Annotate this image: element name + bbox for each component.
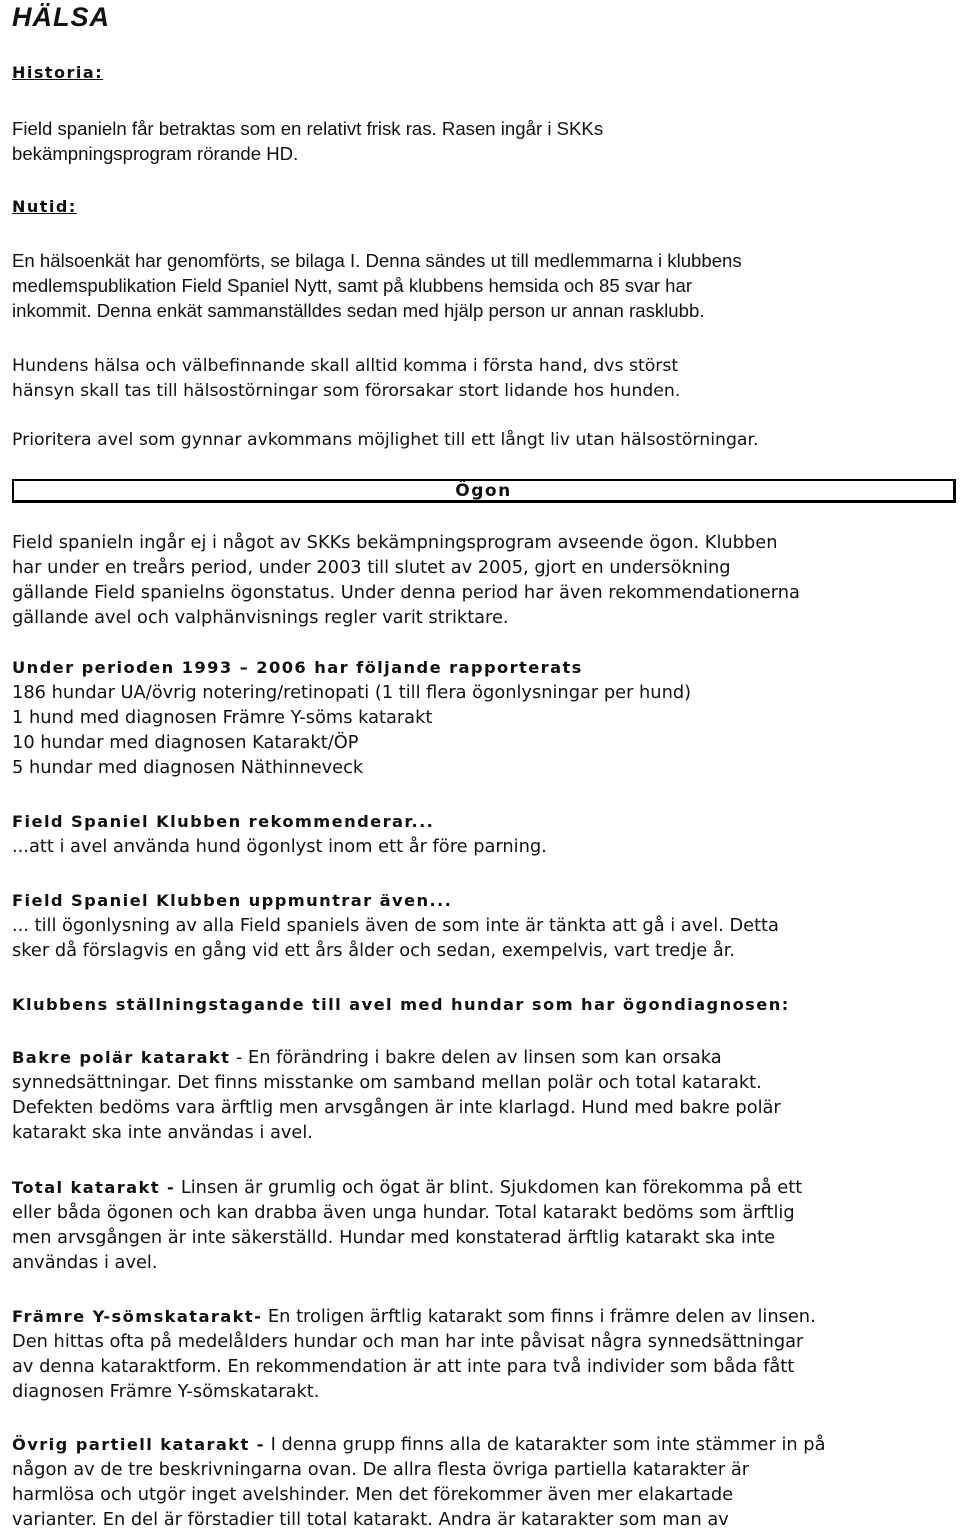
- ovrig-partiell-line: harmlösa och utgör inget avelshinder. Men det förekommer även mer elakartade: [12, 1484, 734, 1505]
- rekommenderar-line: ...att i avel använda hund ögonlyst inom ett år före parning.: [12, 836, 547, 857]
- halsa-line: hänsyn skall tas till hälsostörningar som förorsakar stort lidande hos hunden.: [12, 381, 681, 401]
- ogon-intro-paragraph: [12, 530, 952, 630]
- framre-y-som-term: Främre Y-sömskatarakt-: [12, 1307, 263, 1326]
- framre-y-som-first: En troligen ärftlig katarakt som finns i främre delen av linsen.: [262, 1306, 816, 1327]
- ogon-intro-line: gällande avel och valphänvisnings regler varit striktare.: [12, 607, 509, 628]
- ogon-intro-line: har under en treårs period, under 2003 till slutet av 2005, gjort en undersökning: [12, 557, 731, 578]
- ogon-intro-line: gällande Field spanielns ögonstatus. Under denna period har även rekommendationerna: [12, 582, 800, 603]
- total-katarakt-first: Linsen är grumlig och ögat är blint. Sjukdomen kan förekomma på ett: [175, 1177, 803, 1198]
- bakre-polar-line: Defekten bedöms vara ärftlig men arvsgången är inte klarlagd. Hund med bakre polär: [12, 1097, 781, 1118]
- ogon-section-title: Ögon: [455, 481, 512, 501]
- bakre-polar-first: - En förändring i bakre delen av linsen som kan orsaka: [230, 1047, 722, 1068]
- total-katarakt-line: användas i avel.: [12, 1252, 158, 1273]
- halsa-line: Hundens hälsa och välbefinnande skall alltid komma i första hand, dvs störst: [12, 356, 679, 376]
- nutid-line: medlemspublikation Field Spaniel Nytt, samt på klubbens hemsida och 85 svar har: [12, 275, 693, 296]
- total-katarakt-term: Total katarakt -: [12, 1178, 176, 1197]
- prioritera-paragraph: Prioritera avel som gynnar avkommans möjlighet till ett långt liv utan hälsostörningar.: [12, 430, 759, 450]
- nutid-line: inkommit. Denna enkät sammanställdes sedan med hjälp person ur annan rasklubb.: [12, 300, 705, 321]
- total-katarakt-line: eller båda ögonen och kan drabba även unga hundar. Total katarakt bedöms som ärftlig: [12, 1202, 795, 1223]
- rekommenderar-paragraph: [12, 809, 952, 859]
- total-katarakt-paragraph: [12, 1175, 952, 1275]
- period-line: 5 hundar med diagnosen Näthinneveck: [12, 757, 364, 778]
- halsa-paragraph: [12, 354, 952, 404]
- ogon-section-header: [12, 479, 956, 503]
- rekommenderar-heading: Field Spaniel Klubben rekommenderar...: [12, 812, 435, 831]
- uppmuntrar-line: sker då förslagvis en gång vid ett års ålder och sedan, exempelvis, vart tredje år.: [12, 940, 736, 961]
- ovrig-partiell-line: varianter. En del är förstadier till total katarakt. Andra är katarakter som man av: [12, 1509, 729, 1530]
- ovrig-partiell-line: någon av de tre beskrivningarna ovan. De allra flesta övriga partiella katarakter är: [12, 1459, 750, 1480]
- framre-y-som-line: av denna kataraktform. En rekommendation är att inte para två individer som båda fått: [12, 1356, 795, 1377]
- framre-y-som-line: Den hittas ofta på medelålders hundar och man har inte påvisat några synnedsättningar: [12, 1331, 804, 1352]
- historia-paragraph: [12, 116, 952, 166]
- ovrig-partiell-term: Övrig partiell katarakt -: [12, 1435, 265, 1454]
- page-title: HÄLSA: [12, 2, 110, 32]
- nutid-line: En hälsoenkät har genomförts, se bilaga I. Denna sändes ut till medlemmarna i klubbens: [12, 250, 742, 271]
- period-line: 186 hundar UA/övrig notering/retinopati (1 till flera ögonlysningar per hund): [12, 682, 692, 703]
- ogon-intro-line: Field spanieln ingår ej i något av SKKs bekämpningsprogram avseende ögon. Klubben: [12, 532, 778, 553]
- nutid-paragraph: [12, 248, 952, 323]
- historia-line: Field spanieln får betraktas som en relativt frisk ras. Rasen ingår i SKKs: [12, 118, 604, 139]
- framre-y-som-paragraph: [12, 1304, 952, 1404]
- stallningstagande-heading: Klubbens ställningstagande till avel med hundar som har ögondiagnosen:: [12, 995, 790, 1014]
- period-line: 10 hundar med diagnosen Katarakt/ÖP: [12, 732, 359, 753]
- bakre-polar-paragraph: [12, 1045, 952, 1145]
- bakre-polar-line: synnedsättningar. Det finns misstanke om samband mellan polär och total katarakt.: [12, 1072, 762, 1093]
- stallningstagande-heading-row: [12, 992, 952, 1017]
- uppmuntrar-paragraph: [12, 888, 952, 963]
- period-heading: Under perioden 1993 – 2006 har följande rapporterats: [12, 658, 583, 677]
- bakre-polar-term: Bakre polär katarakt: [12, 1048, 231, 1067]
- ovrig-partiell-first: I denna grupp finns alla de katarakter som inte stämmer in på: [264, 1434, 826, 1455]
- ovrig-partiell-paragraph: [12, 1432, 952, 1532]
- historia-heading: Historia:: [12, 63, 104, 82]
- nutid-heading: Nutid:: [12, 197, 77, 216]
- period-line: 1 hund med diagnosen Främre Y-söms katarakt: [12, 707, 433, 728]
- uppmuntrar-heading: Field Spaniel Klubben uppmuntrar även...: [12, 891, 453, 910]
- uppmuntrar-line: ... till ögonlysning av alla Field spaniels även de som inte är tänkta att gå i avel. Detta: [12, 915, 779, 936]
- bakre-polar-line: katarakt ska inte användas i avel.: [12, 1122, 313, 1143]
- framre-y-som-line: diagnosen Främre Y-sömskatarakt.: [12, 1381, 320, 1402]
- historia-line: bekämpningsprogram rörande HD.: [12, 143, 299, 164]
- period-paragraph: [12, 655, 952, 780]
- total-katarakt-line: men arvsgången är inte säkerställd. Hundar med konstaterad ärftlig katarakt ska inte: [12, 1227, 776, 1248]
